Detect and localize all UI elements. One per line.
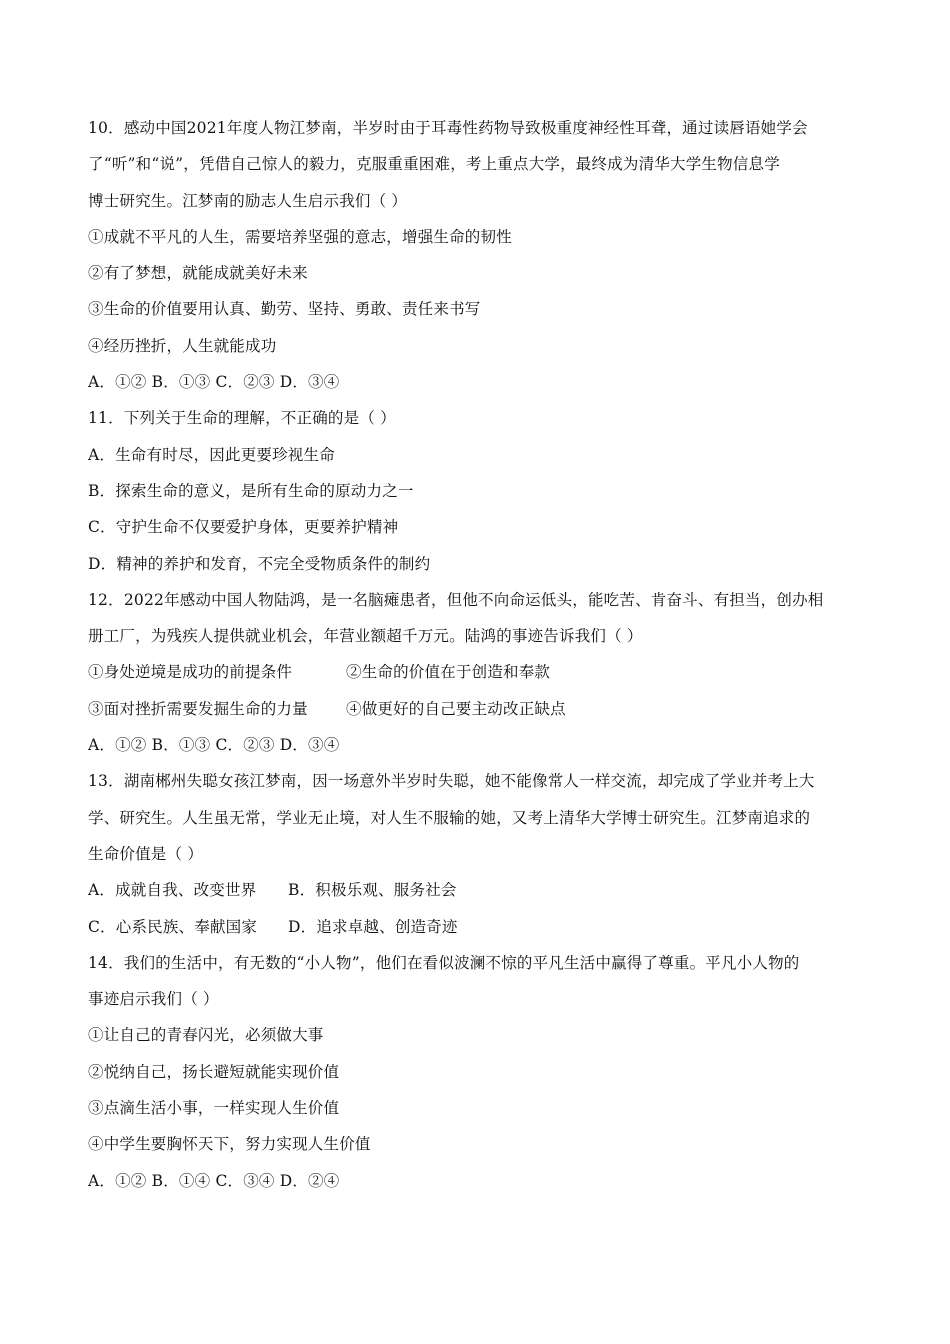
statement-2: ②悦纳自己，扬长避短就能实现价值 (88, 1062, 340, 1081)
statement-4: ④中学生要胸怀天下，努力实现人生价值 (88, 1135, 371, 1154)
option-c: C．守护生命不仅要爱护身体，更要养护精神 (88, 518, 399, 537)
answer-options: A．①② B．①③ C．②③ D．③④ (88, 373, 340, 392)
option-a: A．生命有时尽，因此更要珍视生命 (88, 445, 335, 464)
statement-2: ②有了梦想，就能成就美好未来 (88, 264, 308, 283)
question-stem-line: 11．下列关于生命的理解，不正确的是（ ） (88, 409, 396, 428)
statement-3: ③点滴生活小事，一样实现人生价值 (88, 1099, 340, 1118)
question-stem-line: 了“听”和“说”，凭借自己惊人的毅力，克服重重困难，考上重点大学，最终成为清华大学生物信息学 (88, 155, 780, 174)
statement-1: ①让自己的青春闪光，必须做大事 (88, 1026, 324, 1045)
question-list (88, 110, 868, 1199)
question-stem-line: 博士研究生。江梦南的励志人生启示我们（ ） (88, 191, 408, 210)
question-stem-line: 13．湖南郴州失聪女孩江梦南，因一场意外半岁时失聪，她不能像常人一样交流，却完成了学业并考上大 (88, 772, 815, 791)
question-stem-line: 生命价值是（ ） (88, 844, 204, 863)
statement-3: ③面对挫折需要发掘生命的力量 (88, 699, 308, 718)
question-11 (88, 400, 868, 581)
question-stem-line: 事迹启示我们（ ） (88, 990, 219, 1009)
question-12 (88, 582, 868, 763)
question-stem-line: 12．2022年感动中国人物陆鸿，是一名脑瘫患者，但他不向命运低头，能吃苦、肯奋斗、有担当，创办相 (88, 590, 824, 609)
question-10 (88, 110, 868, 400)
option-b: B．积极乐观、服务社会 (288, 881, 457, 900)
option-b: B．探索生命的意义，是所有生命的原动力之一 (88, 481, 414, 500)
statement-1: ①身处逆境是成功的前提条件 (88, 663, 293, 682)
option-c: C．心系民族、奉献国家 (88, 917, 258, 936)
question-stem-line: 10．感动中国2021年度人物江梦南，半岁时由于耳毒性药物导致极重度神经性耳聋，通过读唇语她学会 (88, 119, 808, 137)
statement-2: ②生命的价值在于创造和奉款 (346, 663, 551, 682)
statement-3: ③生命的价值要用认真、勤劳、坚持、勇敢、责任来书写 (88, 300, 481, 319)
option-a: A．成就自我、改变世界 (88, 881, 257, 900)
statement-pair (88, 654, 868, 690)
question-stem-line: 册工厂，为残疾人提供就业机会，年营业额超千万元。陆鸿的事迹告诉我们（ ） (88, 627, 643, 646)
question-stem-line: 学、研究生。人生虽无常，学业无止境，对人生不服输的她，又考上清华大学博士研究生。江梦南追求的 (88, 808, 811, 827)
option-pair (88, 872, 868, 908)
option-d: D．精神的养护和发育，不完全受物质条件的制约 (88, 554, 431, 573)
statement-pair (88, 691, 868, 727)
option-pair (88, 909, 868, 945)
statement-4: ④做更好的自己要主动改正缺点 (346, 699, 566, 718)
question-14 (88, 945, 868, 1199)
option-d: D．追求卓越、创造奇迹 (288, 917, 458, 936)
answer-options: A．①② B．①③ C．②③ D．③④ (88, 736, 340, 755)
question-stem-line: 14．我们的生活中，有无数的“小人物”，他们在看似波澜不惊的平凡生活中赢得了尊重。平凡小人物的 (88, 953, 800, 972)
statement-4: ④经历挫折，人生就能成功 (88, 336, 277, 355)
question-13 (88, 763, 868, 944)
answer-options: A．①② B．①④ C．③④ D．②④ (88, 1171, 340, 1190)
statement-1: ①成就不平凡的人生，需要培养坚强的意志，增强生命的韧性 (88, 227, 512, 246)
